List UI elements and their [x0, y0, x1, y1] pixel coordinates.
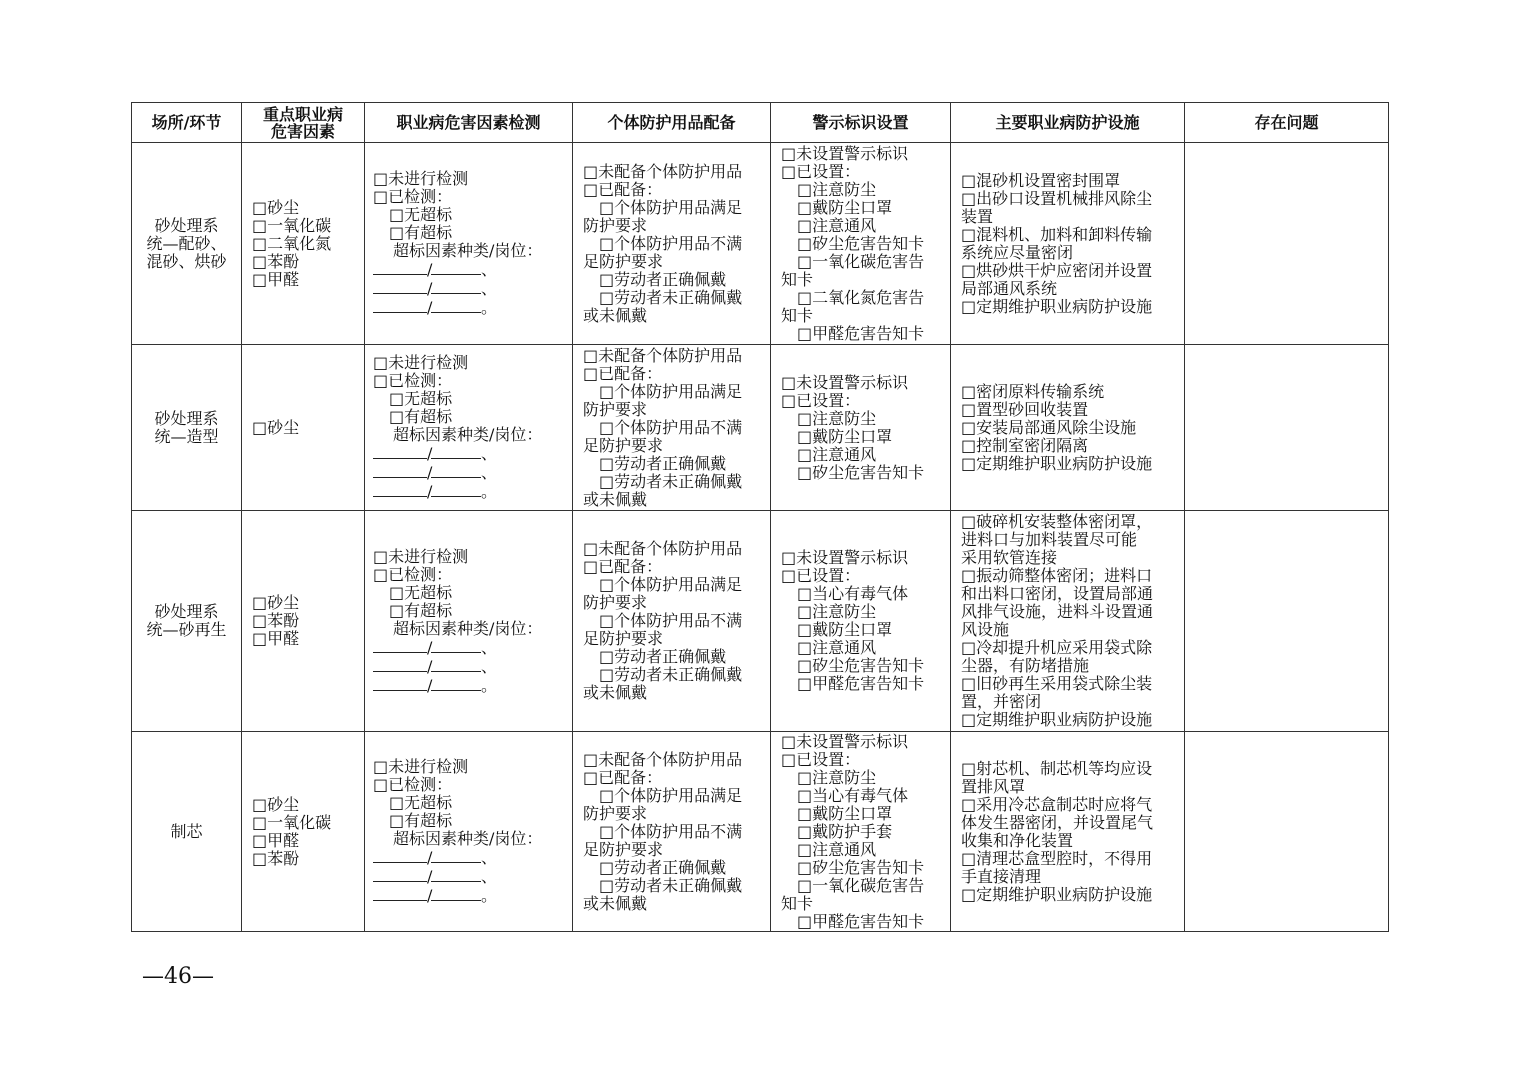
punct: 、: [481, 463, 498, 482]
cell-line: □甲醛: [252, 629, 300, 648]
cell-line: □一氧化碳: [252, 215, 332, 235]
blank-post[interactable]: [431, 482, 481, 497]
cell-line: □个体防护用品满足: [599, 575, 743, 594]
cell-line: 装置: [961, 206, 994, 226]
cell-line: □清理芯盒型腔时，不得用: [961, 848, 1153, 868]
blank-factor[interactable]: [373, 848, 427, 863]
place-cell: [132, 732, 242, 932]
cell-line: □劳动者正确佩戴: [599, 857, 727, 877]
cell-line: □无超标: [389, 582, 453, 602]
cell-line: □当心有毒气体: [797, 785, 909, 805]
slash: /: [427, 482, 433, 501]
blank-factor[interactable]: [373, 279, 427, 294]
cell-line: □已检测：: [373, 371, 453, 390]
cell-line: □控制室密闭隔离: [961, 435, 1089, 455]
cell-line: □苯酚: [252, 611, 300, 630]
cell-line: □已配备：: [583, 767, 663, 787]
cell-line: 知卡: [781, 305, 814, 325]
cell-line: □已设置：: [781, 161, 861, 181]
cell-line: 统—配砂、: [146, 233, 227, 253]
blank-post[interactable]: [431, 463, 481, 478]
cell-line: □混料机、加料和卸料传输: [961, 224, 1153, 244]
cell-line: □无超标: [389, 793, 453, 812]
slash: /: [427, 298, 433, 317]
cell-line: □有超标: [389, 223, 453, 242]
cell-line: □苯酚: [252, 848, 300, 868]
ppe-cell: [573, 732, 771, 932]
cell-line: 足防护要求: [583, 435, 664, 455]
cell-line: 收集和净化装置: [961, 830, 1074, 850]
punct: 。: [481, 886, 498, 905]
cell-line: 或未佩戴: [583, 489, 648, 509]
cell-line: □砂尘: [252, 593, 300, 612]
cell-line: □未进行检测: [373, 353, 469, 372]
cell-line: □振动筛整体密闭；进料口: [961, 566, 1153, 585]
cell-line: □有超标: [389, 600, 453, 620]
cell-line: □注意防尘: [797, 602, 877, 621]
cell-line: □戴防尘口罩: [797, 426, 893, 446]
hazard-inspection-table: [131, 102, 1389, 932]
cell-line: □注意防尘: [797, 179, 877, 199]
cell-line: □一氧化碳危害告: [797, 875, 925, 895]
fill-blank-line[interactable]: [373, 848, 572, 867]
blank-factor[interactable]: [373, 867, 427, 882]
cell-line: 风设施: [961, 620, 1010, 639]
cell-line: □冷却提升机应采用袋式除: [961, 638, 1153, 657]
slash: /: [427, 656, 433, 676]
fill-blank-line[interactable]: [373, 867, 572, 886]
cell-line: □注意防尘: [797, 408, 877, 428]
facilities-cell: [951, 732, 1185, 932]
cell-line: □个体防护用品不满: [599, 233, 743, 253]
signs-cell: [771, 732, 951, 932]
facilities-cell: [951, 143, 1185, 345]
cell-line: □苯酚: [252, 251, 300, 271]
place-cell: [132, 511, 242, 732]
cell-line: □置型砂回收装置: [961, 399, 1089, 419]
cell-line: □戴防尘口罩: [797, 197, 893, 217]
slash: /: [427, 886, 433, 905]
cell-line: □安装局部通风除尘设施: [961, 417, 1137, 437]
issues-cell[interactable]: [1185, 732, 1389, 932]
cell-line: 超标因素种类/岗位：: [393, 241, 543, 260]
cell-line: □有超标: [389, 407, 453, 426]
cell-line: □已配备：: [583, 363, 663, 383]
blank-post[interactable]: [431, 848, 481, 863]
cell-line: □定期维护职业病防护设施: [961, 710, 1153, 729]
cell-line: 防护要求: [583, 215, 648, 235]
issues-cell[interactable]: [1185, 511, 1389, 732]
factors-cell: [242, 511, 365, 732]
cell-line: □已检测：: [373, 775, 453, 794]
blank-factor[interactable]: [373, 260, 427, 275]
slash: /: [427, 463, 433, 482]
cell-line: 制芯: [170, 821, 203, 841]
cell-line: □未进行检测: [373, 169, 469, 188]
cell-line: 手直接清理: [961, 866, 1042, 886]
cell-line: □未进行检测: [373, 546, 469, 566]
cell-line: □劳动者正确佩戴: [599, 453, 727, 473]
blank-post[interactable]: [431, 657, 481, 672]
punct: 。: [481, 675, 498, 695]
cell-line: □砂尘: [252, 417, 300, 437]
cell-line: □劳动者正确佩戴: [599, 647, 727, 666]
signs-cell: [771, 511, 951, 732]
cell-line: □射芯机、制芯机等均应设: [961, 758, 1153, 778]
header-ppe: 个体防护用品配备: [573, 103, 771, 143]
cell-line: □个体防护用品满足: [599, 785, 743, 805]
punct: 、: [481, 637, 498, 657]
cell-line: □个体防护用品不满: [599, 611, 743, 630]
cell-line: □个体防护用品满足: [599, 381, 743, 401]
blank-factor[interactable]: [373, 298, 427, 313]
blank-factor[interactable]: [373, 676, 427, 691]
cell-line: □破碎机安装整体密闭罩，: [961, 512, 1153, 531]
cell-line: □劳动者未正确佩戴: [599, 875, 743, 895]
fill-blank-line[interactable]: [373, 444, 572, 463]
cell-line: □个体防护用品不满: [599, 821, 743, 841]
cell-line: □未设置警示标识: [781, 731, 909, 751]
slash: /: [427, 444, 433, 463]
fill-blank-line[interactable]: [373, 482, 572, 501]
detection-cell: [365, 143, 573, 345]
blank-post[interactable]: [431, 279, 481, 294]
cell-line: □一氧化碳危害告: [797, 251, 925, 271]
punct: 、: [481, 279, 498, 298]
slash: /: [427, 260, 433, 279]
cell-line: □矽尘危害告知卡: [797, 462, 925, 482]
detection-cell: [365, 345, 573, 511]
header-issues: 存在问题: [1185, 103, 1389, 143]
blank-post[interactable]: [431, 444, 481, 459]
cell-line: 超标因素种类/岗位：: [393, 829, 543, 848]
cell-line: □定期维护职业病防护设施: [961, 884, 1153, 904]
blank-factor[interactable]: [373, 638, 427, 653]
cell-line: □未设置警示标识: [781, 548, 909, 567]
cell-line: 超标因素种类/岗位：: [393, 425, 543, 444]
cell-line: □注意通风: [797, 839, 877, 859]
cell-line: 体发生器密闭，并设置尾气: [961, 812, 1154, 832]
cell-line: □未配备个体防护用品: [583, 161, 743, 181]
ppe-cell: [573, 345, 771, 511]
cell-line: □已检测：: [373, 564, 453, 584]
cell-line: □戴防尘口罩: [797, 620, 893, 639]
cell-line: □未配备个体防护用品: [583, 749, 743, 769]
cell-line: 尘器，有防堵措施: [961, 656, 1090, 675]
cell-line: □已设置：: [781, 566, 861, 585]
slash: /: [427, 279, 433, 298]
fill-blank-line[interactable]: [373, 657, 572, 676]
table-row: [132, 511, 1389, 732]
cell-line: □未设置警示标识: [781, 372, 909, 392]
cell-line: □已检测：: [373, 187, 453, 206]
cell-line: 或未佩戴: [583, 683, 648, 702]
blank-factor[interactable]: [373, 463, 427, 478]
cell-line: 采用软管连接: [961, 548, 1058, 567]
fill-blank-line[interactable]: [373, 676, 572, 695]
table-row: [132, 732, 1389, 932]
cell-line: 砂处理系: [154, 215, 219, 235]
blank-post[interactable]: [431, 886, 481, 901]
slash: /: [427, 867, 433, 886]
cell-line: 防护要求: [583, 593, 648, 612]
cell-line: □戴防尘口罩: [797, 803, 893, 823]
punct: 、: [481, 444, 498, 463]
cell-line: □混砂机设置密封围罩: [961, 170, 1121, 190]
cell-line: □戴防护手套: [797, 821, 893, 841]
cell-line: □密闭原料传输系统: [961, 381, 1105, 401]
cell-line: □采用冷芯盒制芯时应将气: [961, 794, 1153, 814]
cell-line: □矽尘危害告知卡: [797, 857, 925, 877]
cell-line: □砂尘: [252, 197, 300, 217]
cell-line: 统—砂再生: [146, 620, 227, 639]
blank-post[interactable]: [431, 676, 481, 691]
cell-line: □甲醛危害告知卡: [797, 674, 925, 693]
cell-line: 置，并密闭: [961, 692, 1042, 711]
fill-blank-line[interactable]: [373, 463, 572, 482]
cell-line: 砂处理系: [154, 408, 219, 428]
punct: 、: [481, 867, 498, 886]
cell-line: 足防护要求: [583, 839, 664, 859]
factors-cell: [242, 345, 365, 511]
punct: 。: [481, 482, 498, 501]
cell-line: 或未佩戴: [583, 893, 648, 913]
cell-line: □劳动者未正确佩戴: [599, 471, 743, 491]
cell-line: 足防护要求: [583, 629, 664, 648]
cell-line: 局部通风系统: [961, 278, 1058, 298]
header-signs: 警示标识设置: [771, 103, 951, 143]
fill-blank-line[interactable]: [373, 260, 572, 279]
ppe-cell: [573, 143, 771, 345]
cell-line: □二氧化氮危害告: [797, 287, 925, 307]
cell-line: □有超标: [389, 811, 453, 830]
punct: 、: [481, 260, 498, 279]
blank-factor[interactable]: [373, 886, 427, 901]
fill-blank-line[interactable]: [373, 279, 572, 298]
factors-cell: [242, 732, 365, 932]
cell-line: □旧砂再生采用袋式除尘装: [961, 674, 1153, 693]
place-cell: [132, 345, 242, 511]
cell-line: 系统应尽量密闭: [961, 242, 1074, 262]
slash: /: [427, 675, 433, 695]
fill-blank-line[interactable]: [373, 638, 572, 657]
cell-line: □注意通风: [797, 638, 877, 657]
cell-line: □二氧化氮: [252, 233, 332, 253]
header-row: [132, 103, 1389, 143]
cell-line: 砂处理系: [154, 602, 219, 621]
header-factors: 重点职业病危害因素: [242, 103, 365, 143]
issues-cell[interactable]: [1185, 143, 1389, 345]
blank-factor[interactable]: [373, 444, 427, 459]
fill-blank-line[interactable]: [373, 886, 572, 905]
cell-line: □注意防尘: [797, 767, 877, 787]
cell-line: □出砂口设置机械排风除尘: [961, 188, 1153, 208]
cell-line: □劳动者未正确佩戴: [599, 665, 743, 684]
cell-line: □个体防护用品不满: [599, 417, 743, 437]
cell-line: □甲醛: [252, 830, 300, 850]
cell-line: 混砂、烘砂: [146, 251, 227, 271]
cell-line: □已配备：: [583, 557, 663, 576]
table-row: [132, 345, 1389, 511]
cell-line: □注意通风: [797, 215, 877, 235]
slash: /: [427, 848, 433, 867]
signs-cell: [771, 345, 951, 511]
cell-line: □矽尘危害告知卡: [797, 233, 925, 253]
cell-line: □已配备：: [583, 179, 663, 199]
cell-line: □个体防护用品满足: [599, 197, 743, 217]
blank-factor[interactable]: [373, 482, 427, 497]
issues-cell[interactable]: [1185, 345, 1389, 511]
punct: 、: [481, 656, 498, 676]
blank-factor[interactable]: [373, 657, 427, 672]
cell-line: □定期维护职业病防护设施: [961, 453, 1153, 473]
page-number: —46—: [142, 964, 214, 989]
cell-line: □未配备个体防护用品: [583, 345, 743, 365]
punct: 。: [481, 298, 498, 317]
cell-line: 和出料口密闭，设置局部通: [961, 584, 1154, 603]
place-cell: [132, 143, 242, 345]
blank-post[interactable]: [431, 867, 481, 882]
cell-line: □已设置：: [781, 749, 861, 769]
blank-post[interactable]: [431, 638, 481, 653]
cell-line: 知卡: [781, 893, 814, 913]
cell-line: □烘砂烘干炉应密闭并设置: [961, 260, 1153, 280]
cell-line: □一氧化碳: [252, 812, 332, 832]
cell-line: □甲醛危害告知卡: [797, 911, 925, 931]
cell-line: □已设置：: [781, 390, 861, 410]
cell-line: □未设置警示标识: [781, 143, 909, 163]
cell-line: □甲醛危害告知卡: [797, 323, 925, 343]
cell-line: □甲醛: [252, 269, 300, 289]
cell-line: □劳动者正确佩戴: [599, 269, 727, 289]
punct: 、: [481, 848, 498, 867]
blank-post[interactable]: [431, 298, 481, 313]
detection-cell: [365, 732, 573, 932]
ppe-cell: [573, 511, 771, 732]
facilities-cell: [951, 345, 1185, 511]
cell-line: □注意通风: [797, 444, 877, 464]
detection-cell: [365, 511, 573, 732]
cell-line: 防护要求: [583, 399, 648, 419]
cell-line: □未配备个体防护用品: [583, 539, 743, 558]
cell-line: 进料口与加料装置尽可能: [961, 530, 1138, 549]
cell-line: □劳动者未正确佩戴: [599, 287, 743, 307]
header-facilities: 主要职业病防护设施: [951, 103, 1185, 143]
cell-line: □矽尘危害告知卡: [797, 656, 925, 675]
cell-line: □无超标: [389, 205, 453, 224]
cell-line: □未进行检测: [373, 757, 469, 776]
cell-line: □定期维护职业病防护设施: [961, 296, 1153, 316]
cell-line: 超标因素种类/岗位：: [393, 618, 543, 638]
slash: /: [427, 637, 433, 657]
facilities-cell: [951, 511, 1185, 732]
table-row: [132, 143, 1389, 345]
cell-line: □当心有毒气体: [797, 584, 909, 603]
cell-line: □砂尘: [252, 794, 300, 814]
cell-line: □无超标: [389, 389, 453, 408]
blank-post[interactable]: [431, 260, 481, 275]
cell-line: 知卡: [781, 269, 814, 289]
header-place: 场所/环节: [132, 103, 242, 143]
factors-cell: [242, 143, 365, 345]
fill-blank-line[interactable]: [373, 298, 572, 317]
cell-line: 或未佩戴: [583, 305, 648, 325]
header-detection: 职业病危害因素检测: [365, 103, 573, 143]
cell-line: 风排气设施，进料斗设置通: [961, 602, 1154, 621]
cell-line: 防护要求: [583, 803, 648, 823]
cell-line: 置排风罩: [961, 776, 1026, 796]
signs-cell: [771, 143, 951, 345]
cell-line: 统—造型: [154, 426, 219, 446]
cell-line: 足防护要求: [583, 251, 664, 271]
